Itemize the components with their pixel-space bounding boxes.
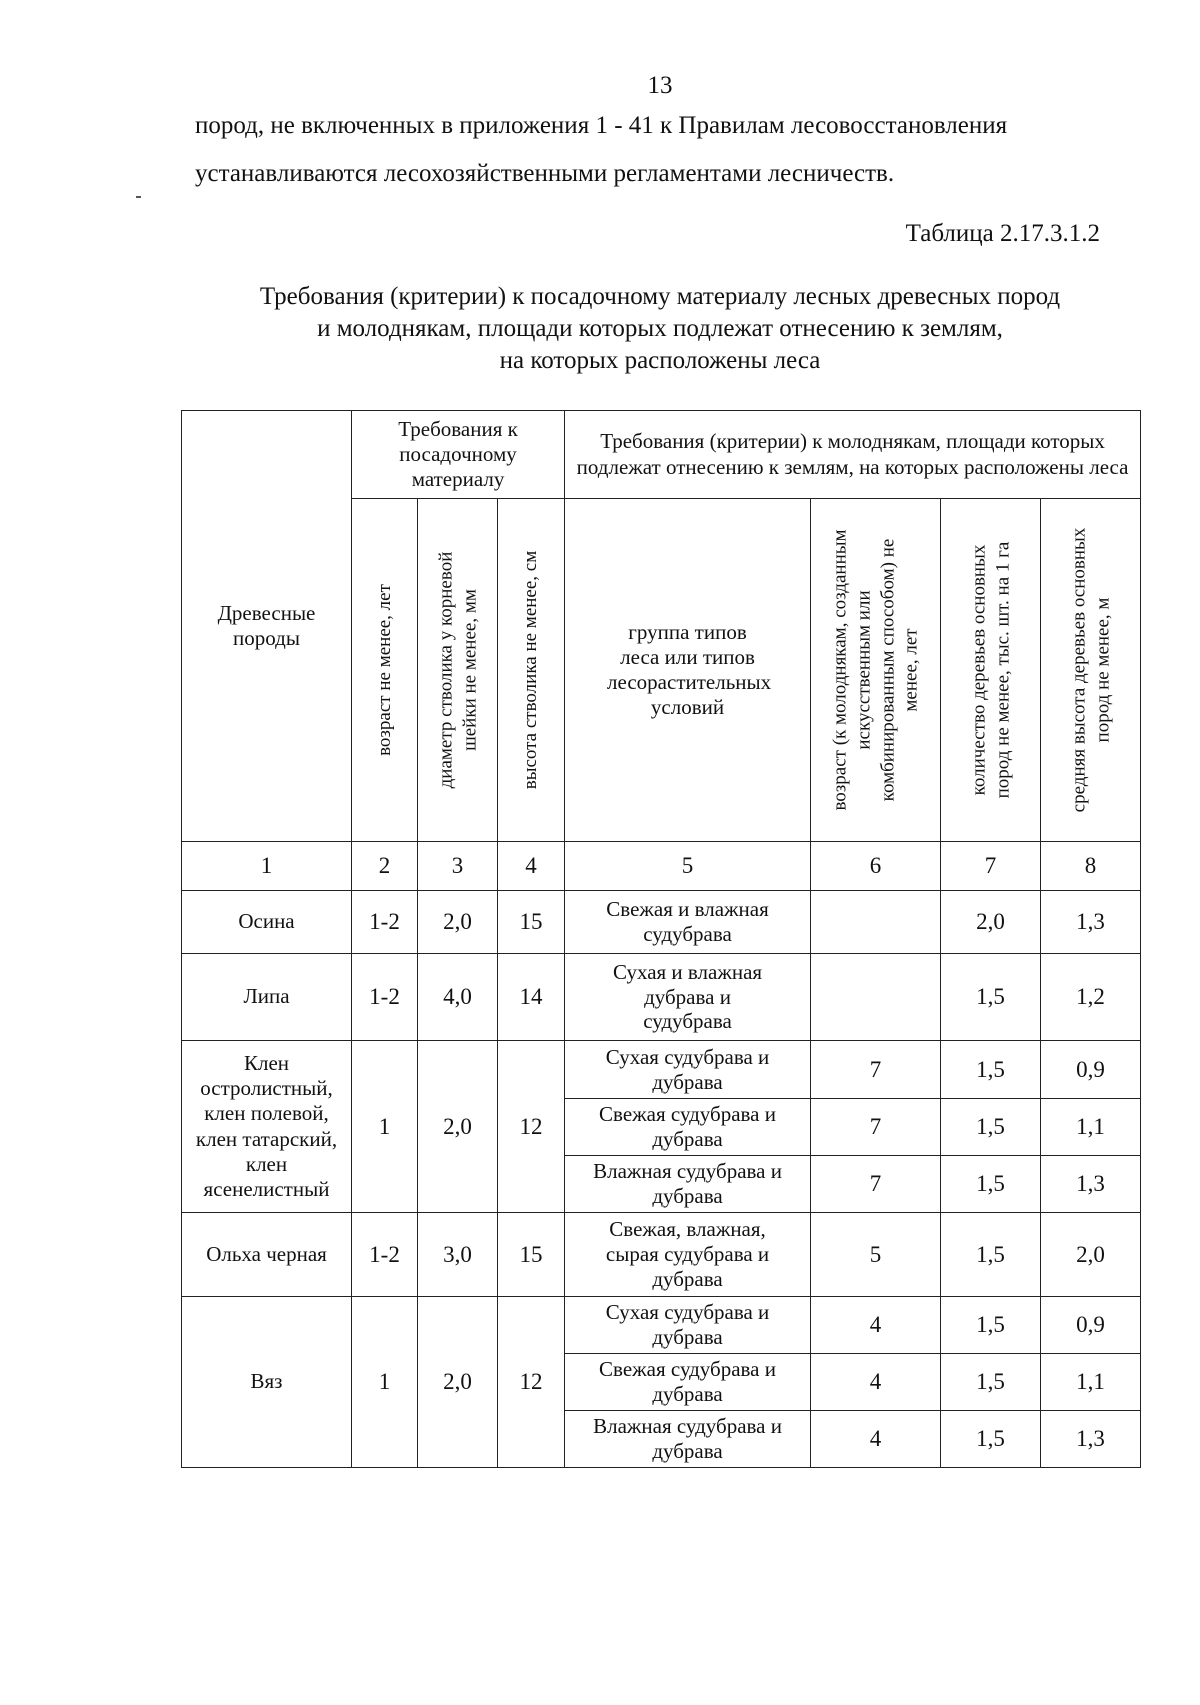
avg-height-cell: 1,1 — [1041, 1354, 1141, 1411]
young-age-cell: 4 — [811, 1297, 941, 1354]
age-cell: 1 — [352, 1041, 418, 1213]
forest-type-cell: Свежая судубрава и дубрава — [565, 1099, 811, 1156]
header-height-text: высота стволика не менее, см — [520, 550, 542, 790]
count-cell: 1,5 — [941, 954, 1041, 1041]
height-cell: 12 — [498, 1041, 565, 1213]
diameter-cell: 2,0 — [418, 891, 498, 954]
header-young-age — [811, 499, 941, 842]
table-row — [182, 891, 1141, 954]
forest-type-cell: Сухая и влажная дубрава и судубрава — [565, 954, 811, 1041]
column-number: 7 — [941, 842, 1041, 891]
forest-type-cell: Влажная судубрава и дубрава — [565, 1156, 811, 1213]
forest-type-cell: Сухая судубрава и дубрава — [565, 1041, 811, 1099]
forest-type-cell: Свежая и влажная судубрава — [565, 891, 811, 954]
diameter-cell: 2,0 — [418, 1297, 498, 1468]
avg-height-cell: 1,1 — [1041, 1099, 1141, 1156]
diameter-cell: 4,0 — [418, 954, 498, 1041]
column-number: 6 — [811, 842, 941, 891]
age-cell: 1-2 — [352, 891, 418, 954]
column-number: 2 — [352, 842, 418, 891]
height-cell: 12 — [498, 1297, 565, 1468]
count-cell: 1,5 — [941, 1099, 1041, 1156]
avg-height-cell: 1,3 — [1041, 1411, 1141, 1468]
avg-height-cell: 1,3 — [1041, 1156, 1141, 1213]
forest-type-cell: Влажная судубрава и дубрава — [565, 1411, 811, 1468]
header-young-age-text: возраст (к молоднякам, созданным искусственным или комбинированным способом) не менее, лет — [829, 529, 922, 811]
header-species: Древесные породы — [182, 411, 352, 842]
title-line-3: на которых расположены леса — [499, 347, 821, 374]
age-cell: 1-2 — [352, 1213, 418, 1297]
young-age-cell: 4 — [811, 1411, 941, 1468]
height-cell: 15 — [498, 1213, 565, 1297]
title-line-1: Требования (критерии) к посадочному материалу лесных древесных пород — [259, 283, 1061, 310]
age-cell: 1 — [352, 1297, 418, 1468]
diameter-cell: 2,0 — [418, 1041, 498, 1213]
column-number: 8 — [1041, 842, 1141, 891]
avg-height-cell: 1,2 — [1041, 954, 1141, 1041]
young-age-cell: 5 — [811, 1213, 941, 1297]
forest-type-cell: Свежая, влажная, сырая судубрава и дубрава — [565, 1213, 811, 1297]
count-cell: 2,0 — [941, 891, 1041, 954]
forest-type-cell: Сухая судубрава и дубрава — [565, 1297, 811, 1354]
table-label: Таблица 2.17.3.1.2 — [905, 220, 1100, 247]
species-cell: Липа — [182, 954, 352, 1041]
count-cell: 1,5 — [941, 1354, 1041, 1411]
count-cell: 1,5 — [941, 1297, 1041, 1354]
header-age-text: возраст не менее, лет — [373, 584, 395, 756]
diameter-cell: 3,0 — [418, 1213, 498, 1297]
young-age-cell: 7 — [811, 1041, 941, 1099]
young-age-cell — [811, 891, 941, 954]
count-cell: 1,5 — [941, 1041, 1041, 1099]
young-age-cell: 4 — [811, 1354, 941, 1411]
young-age-cell: 7 — [811, 1099, 941, 1156]
intro-line-2: устанавливаются лесохозяйственными регламентами лесничеств. — [195, 160, 895, 187]
avg-height-cell: 2,0 — [1041, 1213, 1141, 1297]
header-count — [941, 499, 1041, 842]
species-cell: Клен остролистный, клен полевой, клен татарский, клен ясенелистный — [182, 1041, 352, 1213]
header-forest-type: группа типов леса или типов лесорастительных условий — [565, 499, 811, 842]
age-cell: 1-2 — [352, 954, 418, 1041]
table-row — [182, 1041, 1141, 1099]
avg-height-cell: 1,3 — [1041, 891, 1141, 954]
height-cell: 15 — [498, 891, 565, 954]
page-number: 13 — [647, 72, 673, 99]
column-number: 5 — [565, 842, 811, 891]
scan-speck — [136, 196, 141, 198]
avg-height-cell: 0,9 — [1041, 1297, 1141, 1354]
height-cell: 14 — [498, 954, 565, 1041]
header-count-text: количество деревьев основных пород не менее, тыс. шт. на 1 га — [967, 541, 1013, 799]
header-height — [498, 499, 565, 842]
header-young-stands: Требования (критерии) к молоднякам, площади которых подлежат отнесению к землям, на которых расположены леса — [565, 411, 1141, 499]
forest-type-cell: Свежая судубрава и дубрава — [565, 1354, 811, 1411]
table-title — [180, 281, 1140, 377]
young-age-cell — [811, 954, 941, 1041]
avg-height-cell: 0,9 — [1041, 1041, 1141, 1099]
table-row — [182, 1213, 1141, 1297]
count-cell: 1,5 — [941, 1213, 1041, 1297]
requirements-table — [181, 410, 1141, 1468]
intro-line-1: пород, не включенных в приложения 1 - 41 к Правилам лесовосстановления — [195, 112, 1008, 139]
species-cell: Ольха черная — [182, 1213, 352, 1297]
species-cell: Осина — [182, 891, 352, 954]
header-avg-height — [1041, 499, 1141, 842]
young-age-cell: 7 — [811, 1156, 941, 1213]
column-number: 4 — [498, 842, 565, 891]
header-diameter — [418, 499, 498, 842]
species-cell: Вяз — [182, 1297, 352, 1468]
title-line-2: и молоднякам, площади которых подлежат отнесению к землям, — [317, 315, 1003, 342]
count-cell: 1,5 — [941, 1411, 1041, 1468]
header-age — [352, 499, 418, 842]
header-diameter-text: диаметр стволика у корневой шейки не менее, мм — [434, 551, 480, 789]
header-planting-material: Требования к посадочному материалу — [352, 411, 565, 499]
column-number: 1 — [182, 842, 352, 891]
count-cell: 1,5 — [941, 1156, 1041, 1213]
table-row — [182, 1297, 1141, 1354]
column-number: 3 — [418, 842, 498, 891]
header-avg-height-text: средняя высота деревьев основных пород не менее, м — [1067, 527, 1113, 813]
table-row — [182, 954, 1141, 1041]
